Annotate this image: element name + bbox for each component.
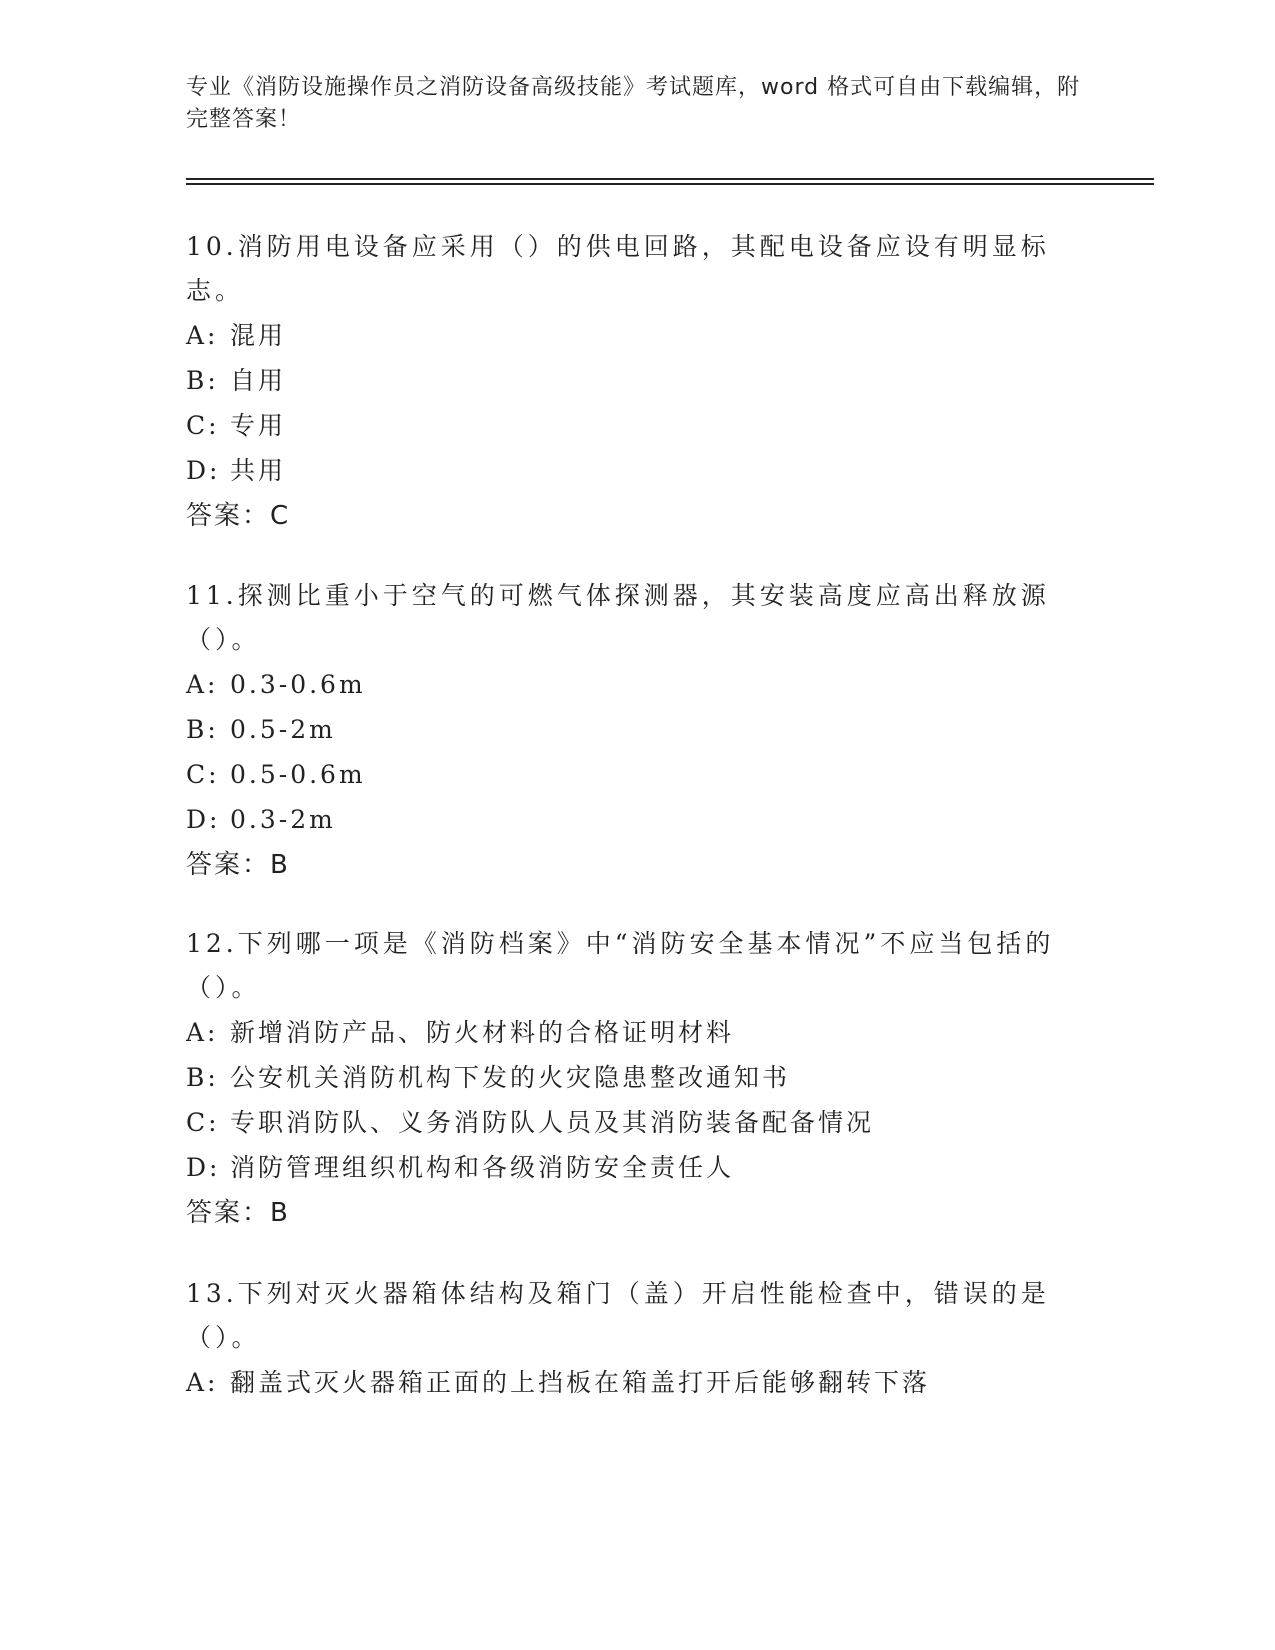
option-text: 0.5-2m bbox=[230, 715, 336, 744]
option-label: A: bbox=[186, 670, 219, 699]
header-divider-top bbox=[186, 178, 1154, 180]
answer bbox=[186, 1190, 1086, 1236]
option-c bbox=[186, 1100, 1086, 1145]
option-d bbox=[186, 448, 1086, 493]
answer-label: 答案： bbox=[186, 501, 271, 531]
option-label: D: bbox=[186, 456, 221, 485]
option-b bbox=[186, 358, 1086, 403]
option-text: 自用 bbox=[230, 366, 287, 395]
question-text: 12.下列哪一项是《消防档案》中“消防安全基本情况”不应当包括的（）。 bbox=[186, 929, 1055, 1002]
question-12 bbox=[186, 922, 1086, 1236]
option-text: 混用 bbox=[230, 321, 287, 350]
option-text: 专用 bbox=[230, 411, 287, 440]
answer-value: C bbox=[270, 501, 291, 531]
option-a bbox=[186, 313, 1086, 358]
option-label: B: bbox=[186, 1063, 219, 1092]
option-label: A: bbox=[186, 321, 219, 350]
question-13 bbox=[186, 1272, 1086, 1405]
option-label: D: bbox=[186, 805, 221, 834]
option-label: A: bbox=[186, 1018, 219, 1047]
header-divider-bottom bbox=[186, 183, 1154, 185]
question-11 bbox=[186, 574, 1086, 888]
option-text: 新增消防产品、防火材料的合格证明材料 bbox=[230, 1018, 735, 1047]
option-a bbox=[186, 1010, 1086, 1055]
answer-label: 答案： bbox=[186, 850, 271, 880]
answer bbox=[186, 842, 1086, 888]
option-d bbox=[186, 797, 1086, 842]
option-label: D: bbox=[186, 1153, 221, 1182]
option-c bbox=[186, 403, 1086, 448]
document-header: 专业《消防设施操作员之消防设备高级技能》考试题库，word 格式可自由下载编辑，附完整答案！ bbox=[186, 75, 1081, 132]
option-label: C: bbox=[186, 411, 220, 440]
option-text: 0.3-2m bbox=[230, 805, 336, 834]
option-text: 消防管理组织机构和各级消防安全责任人 bbox=[230, 1153, 735, 1182]
option-label: C: bbox=[186, 1108, 220, 1137]
question-text: 13.下列对灭火器箱体结构及箱门（盖）开启性能检查中，错误的是（）。 bbox=[186, 1279, 1050, 1352]
option-label: B: bbox=[186, 366, 219, 395]
question-text: 11.探测比重小于空气的可燃气体探测器，其安装高度应高出释放源（）。 bbox=[186, 581, 1050, 654]
option-text: 翻盖式灭火器箱正面的上挡板在箱盖打开后能够翻转下落 bbox=[230, 1368, 931, 1397]
option-text: 0.5-0.6m bbox=[230, 760, 366, 789]
option-b bbox=[186, 1055, 1086, 1100]
option-a bbox=[186, 662, 1086, 707]
option-label: A: bbox=[186, 1368, 219, 1397]
option-text: 共用 bbox=[230, 456, 287, 485]
answer-value: B bbox=[270, 1198, 290, 1228]
option-text: 公安机关消防机构下发的火灾隐患整改通知书 bbox=[230, 1063, 791, 1092]
answer-value: B bbox=[270, 850, 290, 880]
option-d bbox=[186, 1145, 1086, 1190]
question-text: 10.消防用电设备应采用（）的供电回路，其配电设备应设有明显标志。 bbox=[186, 232, 1050, 305]
option-text: 0.3-0.6m bbox=[230, 670, 366, 699]
option-label: C: bbox=[186, 760, 220, 789]
option-b bbox=[186, 707, 1086, 752]
option-label: B: bbox=[186, 715, 219, 744]
question-10 bbox=[186, 225, 1086, 539]
option-c bbox=[186, 752, 1086, 797]
answer-label: 答案： bbox=[186, 1198, 271, 1228]
option-text: 专职消防队、义务消防队人员及其消防装备配备情况 bbox=[230, 1108, 875, 1137]
option-a bbox=[186, 1360, 1086, 1405]
answer bbox=[186, 493, 1086, 539]
